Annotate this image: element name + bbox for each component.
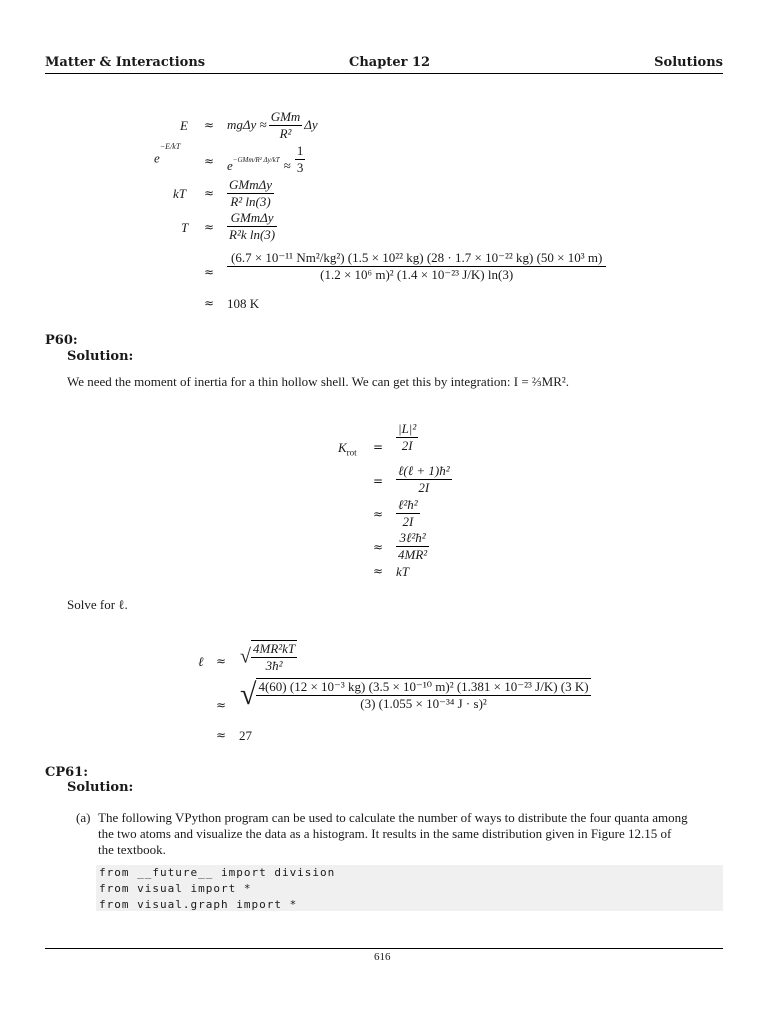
eq4-lhs: T <box>181 220 189 235</box>
code-line-3: from visual.graph import * <box>99 898 298 911</box>
krot-rhs-3: $\frac{\text{ℓ²ħ²}}{2I}$ <box>398 497 418 529</box>
eq2-rhs: e $^{-GMm/R^2 \Delta y/kT}$ ≈ $\frac{1}{3}$ <box>227 143 304 175</box>
eq6-rhs: 108 K <box>227 296 260 311</box>
header-section: Solutions <box>654 55 723 70</box>
cp61-item-line-2: the two atoms and visualize the data as a histogram. It results in the same distribution given in Figure 12.15 of <box>98 826 672 841</box>
footer-rule <box>45 948 723 949</box>
eq6-rel: ≈ <box>204 296 215 310</box>
krot-rel-3: ≈ <box>373 507 384 521</box>
header-chapter: Chapter 12 <box>349 55 431 70</box>
solve-for-text: Solve for ℓ. <box>67 597 128 612</box>
eq2-lhs: $e^{-E/kT}$ <box>154 142 181 166</box>
eq5-rhs: (6.7 × 10⁻¹¹ Nm²/kg²) (1.5 × 10²² kg) (28 · 1.7 × 10⁻²² kg) (50 × 10³ m) (1.2 × 10⁶ m)² (1.4 × 10⁻²³ J/K) ln(3) <box>227 250 606 283</box>
p60-intro-text: We need the moment of inertia for a thin hollow shell. We can get this by integration: I = ⅔MR². <box>67 374 570 389</box>
code-line-2: from visual import * <box>99 882 252 895</box>
krot-rhs-4: $\frac{\text{3ℓ²ħ²}}{\text{4MR²}}$ <box>398 530 428 562</box>
header-book-title: Matter & Interactions <box>45 55 206 70</box>
eq1-rel: ≈ <box>204 118 215 132</box>
cp61-solution-heading: Solution: <box>67 780 134 795</box>
ell-rhs-1: √ $\frac{\text{4MR²kT}}{\text{3ħ²}}$ <box>240 641 296 673</box>
krot-lhs: $K_{rot}$ <box>338 440 357 458</box>
cp61-label: CP61: <box>45 765 89 780</box>
eq4-rhs: $\frac{\text{GMmΔy}}{\text{R²k ln(3)}}$ <box>229 210 276 242</box>
ell-rel-2: ≈ <box>216 698 227 712</box>
eq1-lhs: E <box>180 118 188 133</box>
eq4-rel: ≈ <box>204 220 215 234</box>
krot-rhs-1: $\frac{\text{|L|²}}{2I}$ <box>398 421 417 453</box>
ell-rel-3: ≈ <box>216 728 227 742</box>
cp61-item-line-3: the textbook. <box>98 842 166 857</box>
cp61-item-marker: (a) <box>76 810 91 825</box>
krot-rhs-5: kT <box>396 564 409 579</box>
eq2-rel: ≈ <box>204 154 215 168</box>
eq3-rel: ≈ <box>204 186 215 200</box>
krot-rhs-2: $\frac{\text{ℓ(ℓ + 1)ħ²}}{2I}$ <box>398 463 450 495</box>
krot-rel-4: ≈ <box>373 540 384 554</box>
cp61-item-line-1: The following VPython program can be used to calculate the number of ways to distribute the four quanta among <box>98 810 688 825</box>
p60-solution-heading: Solution: <box>67 349 134 364</box>
code-line-1: from __future__ import division <box>99 866 336 879</box>
page-number: 616 <box>374 951 391 963</box>
krot-rel-2: = <box>373 474 384 488</box>
ell-rhs-2: √ 4(60) (12 × 10⁻³ kg) (3.5 × 10⁻¹⁰ m)² (1.381 × 10⁻²³ J/K) (3 K) (3) (1.055 × 10⁻³⁴ J · s)² <box>240 678 589 711</box>
eq3-rhs: $\frac{\text{GMmΔy}}{\text{R² ln(3)}}$ <box>229 177 273 209</box>
header-rule <box>45 73 723 74</box>
ell-rel-1: ≈ <box>216 654 227 668</box>
ell-rhs-3: 27 <box>239 728 252 743</box>
eq5-rel: ≈ <box>204 265 215 279</box>
krot-rel-1: = <box>373 440 384 454</box>
ell-lhs: ℓ <box>198 654 204 669</box>
krot-rel-5: ≈ <box>373 564 384 578</box>
p60-label: P60: <box>45 333 78 348</box>
eq3-lhs: kT <box>173 186 186 201</box>
eq1-rhs: mgΔy ≈ $\frac{\text{GMm}}{\text{R²}}$ Δy <box>227 108 318 141</box>
